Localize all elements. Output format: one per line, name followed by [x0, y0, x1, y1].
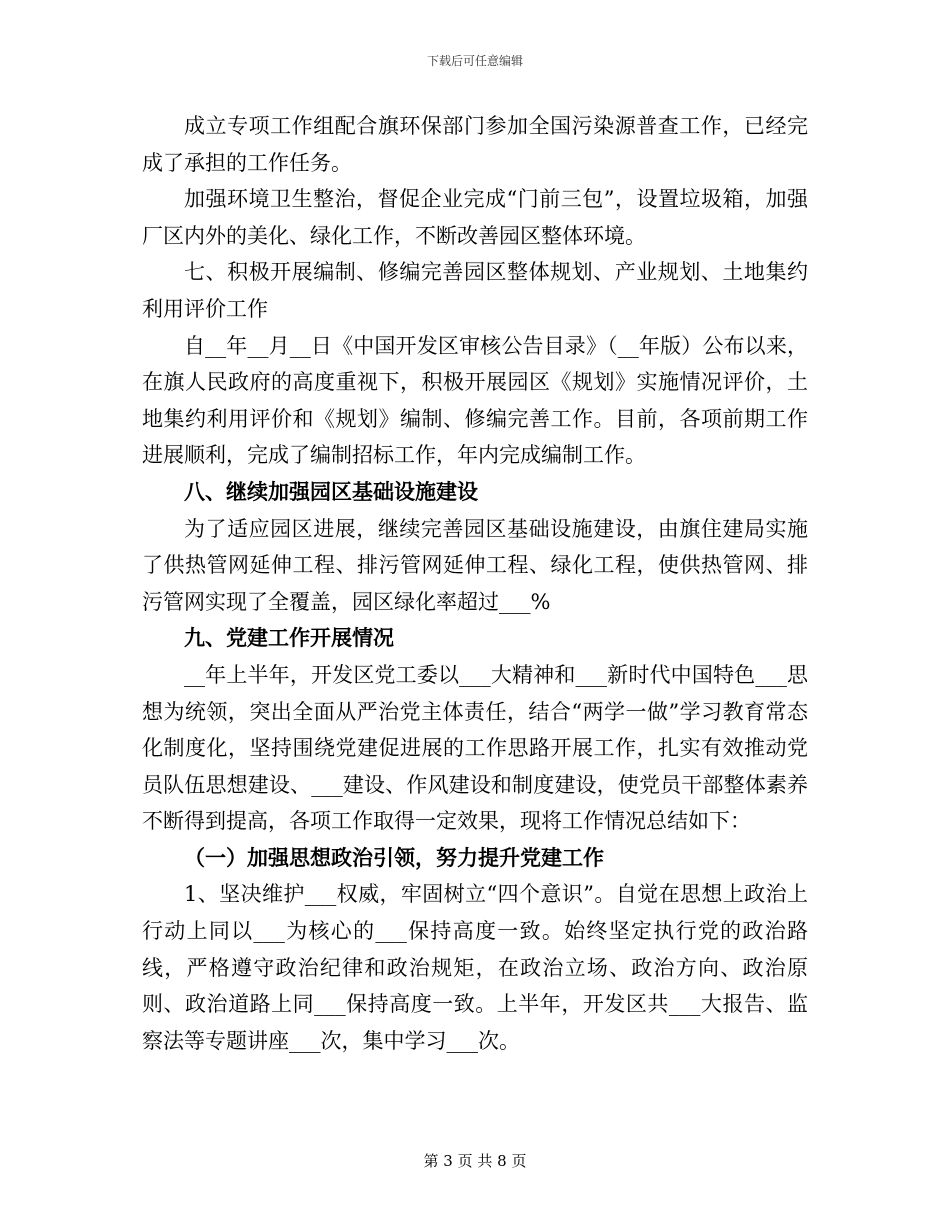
section-heading-nine: 九、党建工作开展情况	[184, 625, 394, 651]
paragraph-pollution-census: 成立专项工作组配合旗环保部门参加全国污染源普查工作，已经完成了承担的工作任务。	[142, 114, 808, 175]
paragraph-infrastructure: 为了适应园区进展，继续完善园区基础设施建设，由旗住建局实施了供热管网延伸工程、排污管网延伸工程、绿化工程，使供热管网、排污管网实现了全覆盖，园区绿化率超过___%	[142, 516, 808, 614]
document-body	[142, 108, 808, 1059]
section-heading-seven: 七、积极开展编制、修编完善园区整体规划、产业规划、土地集约利用评价工作	[142, 260, 808, 321]
page-header: 下载后可任意编辑	[426, 54, 523, 68]
paragraph-party-building: __年上半年，开发区党工委以___大精神和___新时代中国特色___思想为统领，突出全面从严治党主体责任，结合“两学一做”学习教育常态化制度化，坚持围绕党建促进展的工作思路开展工作，扎实有效推动党员队伍思想建设、___建设、作风建设和制度建设，使党员干部整体素养不断得到提高，各项工作取得一定效果，现将工作情况总结如下：	[142, 662, 808, 834]
subsection-heading-one: （一）加强思想政治引领，努力提升党建工作	[184, 844, 604, 870]
page-footer: 第 3 页 共 8 页	[423, 1152, 527, 1170]
section-heading-eight: 八、继续加强园区基础设施建设	[184, 478, 478, 504]
paragraph-environment: 加强环境卫生整治，督促企业完成“门前三包”，设置垃圾箱，加强厂区内外的美化、绿化工作，不断改善园区整体环境。	[142, 187, 808, 248]
paragraph-planning: 自__年__月__日《中国开发区审核公告目录》（__年版）公布以来，在旗人民政府的高度重视下，积极开展园区《规划》实施情况评价，土地集约利用评价和《规划》编制、修编完善工作。目前，各项前期工作进展顺利，完成了编制招标工作，年内完成编制工作。	[142, 333, 808, 468]
paragraph-political-guidance: 1、坚决维护___权威，牢固树立“四个意识”。自觉在思想上政治上行动上同以___为核心的___保持高度一致。始终坚定执行党的政治路线，严格遵守政治纪律和政治规矩，在政治立场、政治方向、政治原则、政治道路上同___保持高度一致。上半年，开发区共___大报告、监察法等专题讲座___次，集中学习___次。	[142, 882, 808, 1053]
